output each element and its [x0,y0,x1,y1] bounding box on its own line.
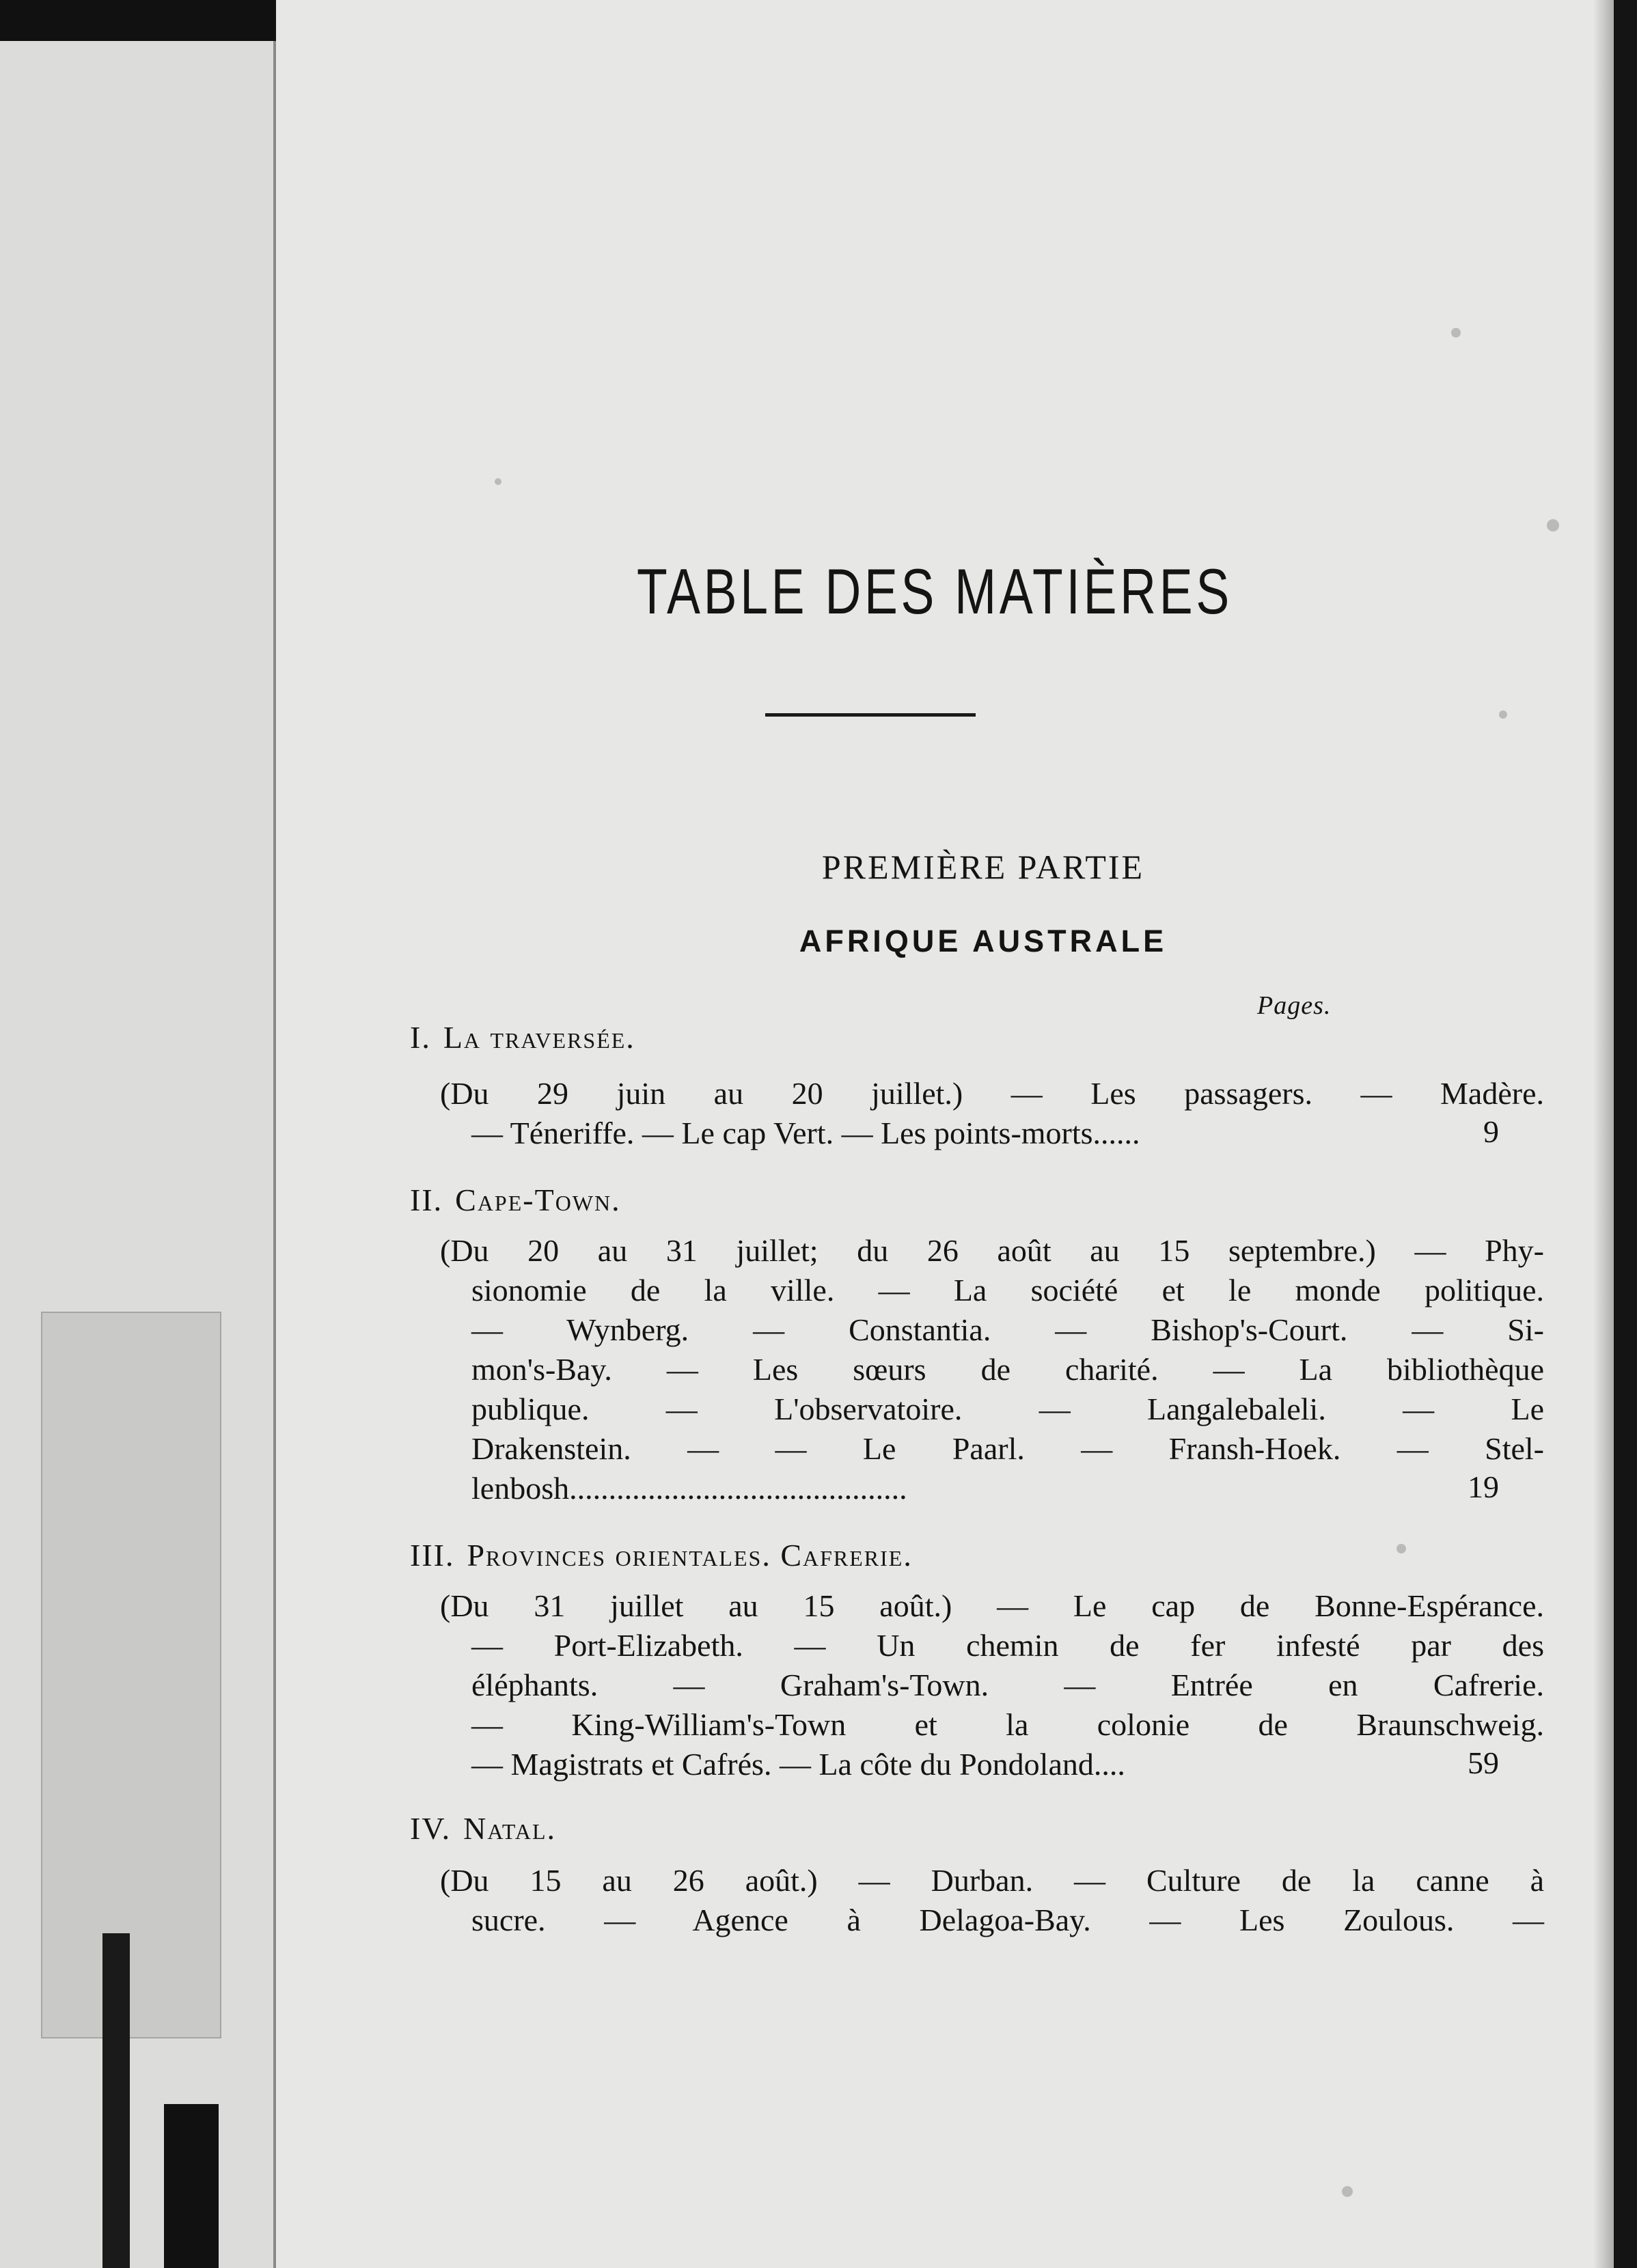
page-number: 19 [1468,1469,1499,1504]
scan-speck [1547,519,1559,531]
chapter-number: III. [410,1538,455,1573]
chapter-title: Provinces orientales. Cafrerie. [467,1538,913,1573]
chapter-title: Natal. [463,1811,557,1846]
chapter-title: Cape-Town. [455,1183,621,1217]
summary-line: — Wynberg. — Constantia. — Bishop's-Court. — Si- [471,1312,1544,1347]
summary-line: — Téneriffe. — Le cap Vert. — Les points-morts...... [471,1116,1140,1150]
chapter-summary [440,1861,1544,1940]
page-number: 9 [1483,1114,1499,1149]
page-title: TABLE DES MATIÈRES [637,555,1233,627]
summary-line: (Du 29 juin au 20 juillet.) — Les passagers. — Madère. [440,1076,1544,1111]
region-heading: AFRIQUE AUSTRALE [799,924,1168,958]
book-page [276,0,1593,2268]
chapter-number: II. [410,1183,443,1217]
summary-line: sionomie de la ville. — La société et le monde politique. [471,1273,1544,1308]
summary-line: — King-William's-Town et la colonie de Braunschweig. [471,1707,1544,1742]
chapter-heading [410,1810,556,1847]
chapter-title: La traversée. [443,1020,635,1055]
chapter-summary [440,1074,1544,1153]
chapter-heading [410,1537,913,1573]
chapter-summary [440,1231,1544,1508]
summary-line: sucre. — Agence à Delagoa-Bay. — Les Zoulous. — [471,1903,1544,1937]
title-rule [765,713,976,717]
scan-right-shade [1593,0,1614,2268]
summary-line: (Du 15 au 26 août.) — Durban. — Culture de la canne à [440,1863,1544,1898]
chapter-number: I. [410,1020,431,1055]
summary-line: lenbosh........................................... [471,1471,907,1506]
scan-edge-top-left [0,0,276,41]
scan-speck [1499,710,1507,719]
scan-edge-dark [102,1933,130,2268]
chapter-heading [410,1182,621,1218]
scan-speck [495,478,501,485]
page-number: 59 [1468,1745,1499,1780]
summary-line: éléphants. — Graham's-Town. — Entrée en Cafrerie. [471,1668,1544,1702]
part-heading: PREMIÈRE PARTIE [821,848,1145,886]
scan-speck [1451,328,1461,337]
summary-line: (Du 31 juillet au 15 août.) — Le cap de Bonne-Espérance. [440,1588,1544,1623]
chapter-number: IV. [410,1811,452,1846]
summary-line: Drakenstein. — — Le Paarl. — Fransh-Hoek. — Stel- [471,1431,1544,1466]
pages-column-label: Pages. [1257,991,1332,1020]
scan-edge-dark [164,2104,219,2268]
scan-right-edge [1614,0,1637,2268]
summary-line: — Port-Elizabeth. — Un chemin de fer infesté par des [471,1628,1544,1663]
scan-speck [1397,1544,1406,1553]
scan-paper-strip [41,1312,221,2038]
summary-line: — Magistrats et Cafrés. — La côte du Pondoland.... [471,1747,1125,1782]
summary-line: (Du 20 au 31 juillet; du 26 août au 15 septembre.) — Phy- [440,1233,1544,1268]
chapter-summary [440,1586,1544,1784]
summary-line: mon's-Bay. — Les sœurs de charité. — La bibliothèque [471,1352,1544,1387]
summary-line: publique. — L'observatoire. — Langalebaleli. — Le [471,1392,1544,1426]
scan-speck [1342,2186,1353,2197]
chapter-heading [410,1019,635,1055]
